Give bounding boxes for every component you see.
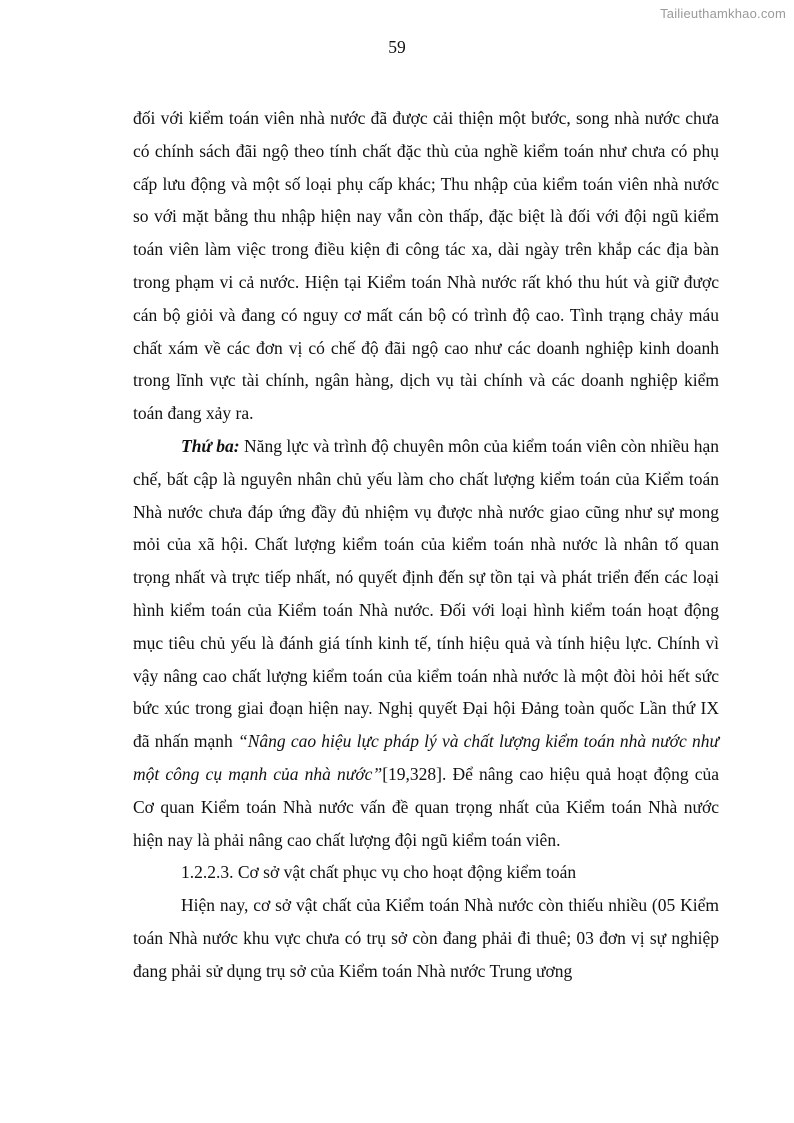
paragraph-2-lead: Thứ ba: xyxy=(181,435,240,456)
watermark: Tailieuthamkhao.com xyxy=(660,6,786,21)
section-heading: 1.2.2.3. Cơ sở vật chất phục vụ cho hoạt động kiểm toán xyxy=(181,862,577,883)
page-number: 59 xyxy=(388,37,406,57)
paragraph-2-text: Năng lực và trình độ chuyên môn của kiểm toán viên còn nhiều hạn chế, bất cập là nguyên nhân chủ yếu làm cho chất lượng kiểm toán của Kiểm toán Nhà nước chưa đáp ứng đầy đủ nhiệm vụ được nhà nước giao cũng như sự mong mỏi của xã hội. Chất lượng kiểm toán của kiểm toán nhà nước là nhân tố quan trọng nhất và trực tiếp nhất, nó quyết định đến sự tồn tại và phát triển đến các loại hình kiểm toán của Kiểm toán Nhà nước. Đối với loại hình kiểm toán hoạt động mục tiêu chủ yếu là đánh giá tính kinh tế, tính hiệu quả và tính hiệu lực. Chính vì vậy nâng cao chất lượng kiểm toán của kiểm toán nhà nước là một đòi hỏi hết sức bức xúc trong giai đoạn hiện nay. Nghị quyết Đại hội Đảng toàn quốc Lần thứ IX đã nhấn mạnh xyxy=(133,435,719,752)
paragraph-2 xyxy=(133,430,719,856)
paragraph-3: Hiện nay, cơ sở vật chất của Kiểm toán Nhà nước còn thiếu nhiều (05 Kiểm toán Nhà nước khu vực chưa có trụ sở còn đang phải đi thuê; 03 đơn vị sự nghiệp đang phải sử dụng trụ sở của Kiểm toán Nhà nước Trung ương xyxy=(133,895,719,981)
document-body xyxy=(133,102,719,988)
paragraph-2-quote: “Nâng cao hiệu lực pháp lý và chất lượng kiểm toán nhà nước như một công cụ mạnh của nhà nước” xyxy=(133,731,720,784)
paragraph-1: đối với kiểm toán viên nhà nước đã được cải thiện một bước, song nhà nước chưa có chính sách đãi ngộ theo tính chất đặc thù của nghề kiểm toán như chưa có phụ cấp lưu động và một số loại phụ cấp khác; Thu nhập của kiểm toán viên nhà nước so với mặt bằng thu nhập hiện nay vẫn còn thấp, đặc biệt là đối với đội ngũ kiểm toán viên làm việc trong điều kiện đi công tác xa, dài ngày trên khắp các địa bàn trong phạm vi cả nước. Hiện tại Kiểm toán Nhà nước rất khó thu hút và giữ được cán bộ giỏi và đang có nguy cơ mất cán bộ có trình độ cao. Tình trạng chảy máu chất xám về các đơn vị có chế độ đãi ngộ cao như các doanh nghiệp kinh doanh trong lĩnh vực tài chính, ngân hàng, dịch vụ tài chính và các doanh nghiệp kiểm toán đang xảy ra. xyxy=(133,108,719,424)
paragraph-2-text-end: [19,328]. Để nâng cao hiệu quả hoạt động của Cơ quan Kiểm toán Nhà nước vấn đề quan trọng nhất của Kiểm toán Nhà nước hiện nay là phải nâng cao chất lượng đội ngũ kiểm toán viên. xyxy=(133,763,719,850)
